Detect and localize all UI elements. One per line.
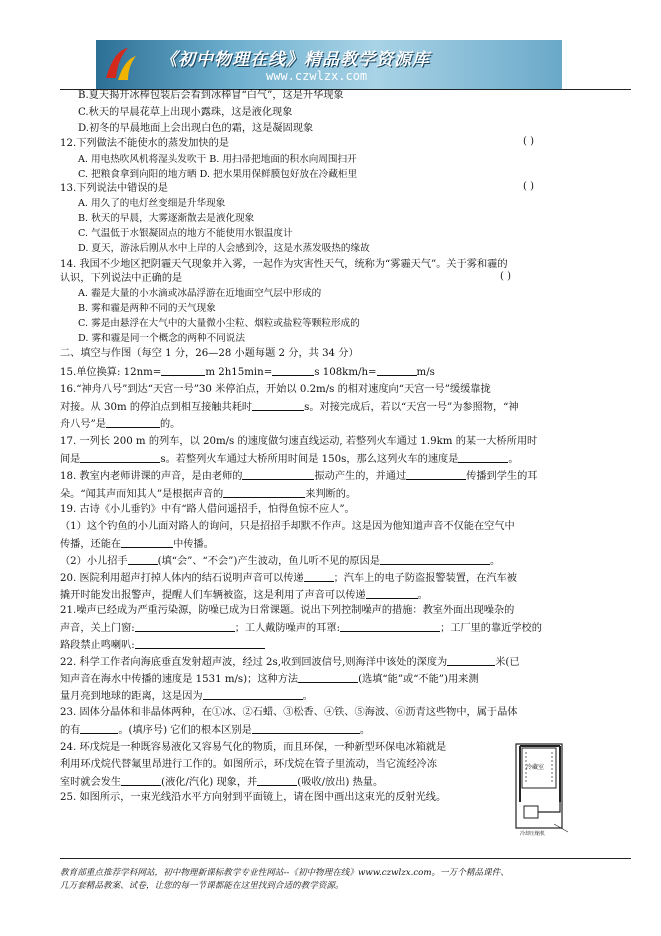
banner-url[interactable]: www.czwlzx.com	[266, 69, 368, 83]
q21-part-a: 声音，关上门窗:	[60, 623, 135, 634]
section-two-heading: 二、填空与作图（每空 1 分，26—28 小题每题 2 分，共 34 分）	[60, 348, 359, 359]
q20-part-c: 撬开时能发出报警声，提醒人们车辆被盗，这是利用了声音可以传递	[60, 590, 366, 601]
q16-blank-2[interactable]	[106, 417, 160, 428]
refrigerator-diagram	[512, 742, 572, 840]
footer-line2: 几万套精品教案、试卷，让您的每一节课都能在这里找到合适的教学资源。	[60, 881, 344, 891]
q18-part-a: 18. 教室内老师讲课的声音，是由老师的	[60, 471, 243, 482]
q24-part-c: (吸收/放出) 热量。	[297, 777, 384, 788]
q13-option-c: C. 气温低于水银凝固点的地方不能使用水银温度计	[78, 228, 293, 239]
q19-part-c: （2）小儿招手	[60, 556, 128, 567]
q11-option-d: D.初冬的早晨地面上会出现白色的霜，这是凝固现象	[78, 123, 314, 134]
q12-stem: 12.下列做法不能使水的蒸发加快的是	[60, 138, 230, 149]
q21-blank-2[interactable]	[340, 621, 440, 632]
q24-part-a: 室时就会发生	[60, 777, 122, 788]
q17-line1: 17. 一列长 200 m 的列车，以 20m/s 的速度做匀速直线运动, 若整列火车通过 1.9km 的某一大桥所用时	[60, 436, 538, 447]
q18-line2	[60, 487, 356, 501]
q18-blank-1[interactable]	[242, 469, 314, 480]
q17-part-a: 间是	[60, 454, 81, 465]
q19-stem: 19. 古诗《小儿垂钓》中有“路人借问遥招手，怕得鱼惊不应人”。	[60, 504, 355, 515]
q23-blank-2[interactable]	[252, 723, 360, 734]
q25-line1: 25. 如图所示，一束光线沿水平方向射到平面镜上，请在图中画出这束光的反射光线。	[60, 792, 447, 803]
q24-line1: 24. 环戊烷是一种既容易液化又容易气化的物质，而且环保，一种新型环保电冰箱就是	[60, 742, 447, 753]
q20-blank-1[interactable]	[304, 571, 334, 582]
q23-line1: 23. 固体分晶体和非晶体两种，在①冰、②石蜡、③松香、④铁、⑤海波、⑥沥青这些物中，属于晶体	[60, 707, 518, 718]
q22-line1	[60, 655, 520, 669]
q16-line3	[60, 417, 180, 431]
site-logo-icon	[102, 44, 138, 84]
q15-blank-1[interactable]	[161, 365, 205, 376]
q16-part-b: s。对接完成后，若以“天宫一号”为参照物，“神	[304, 402, 519, 413]
q24-blank-1[interactable]	[121, 775, 161, 786]
q19-part-b: 中传播。	[173, 539, 214, 550]
q15-part-d: m/s	[416, 367, 435, 378]
q16-part-c: 舟八号”是	[60, 419, 106, 430]
q19-sub1-line2	[60, 537, 214, 551]
q16-line2	[60, 400, 519, 414]
q19-part-a: 传播，还能在	[60, 539, 122, 550]
q15-blank-3[interactable]	[377, 365, 417, 376]
q17-part-b: s。若整列火车通过大桥所用时间是 150s，那么这列火车的速度是	[160, 454, 459, 465]
q18-part-b: 振动产生的，并通过	[314, 471, 407, 482]
q22-part-d: (选填“能”或“不能”)用来测	[358, 674, 479, 685]
q14-option-a: A. 霾是大量的小水滴或冰晶浮游在近地面空气层中形成的	[78, 288, 322, 299]
q24-part-b: (液化/汽化) 现象，并	[161, 777, 258, 788]
refrigerator-diagram-icon	[512, 742, 572, 840]
q13-answer-paren: ( )	[523, 181, 534, 192]
q15-part-b: m 2h15min=	[205, 367, 273, 378]
q12-answer-paren: ( )	[523, 136, 534, 147]
q11-option-b: B.夏天揭开冰棒包装后会看到冰棒冒“白气”，这是升华现象	[78, 90, 344, 101]
q20-line2	[60, 588, 428, 602]
figure-label-compressor: 冷却压缩机	[520, 831, 546, 837]
q18-part-c: 传播到学生的耳	[466, 471, 538, 482]
q21-blank-1[interactable]	[135, 621, 235, 632]
q21-part-d: 路段禁止鸣喇叭:	[60, 640, 135, 651]
q20-line1	[60, 571, 517, 585]
q21-part-b: ；工人戴防噪声的耳罩:	[234, 623, 341, 634]
q15-part-a: 15.单位换算: 12nm=	[60, 367, 162, 378]
q21-line1: 21.噪声已经成为严重污染源，防噪已成为日常课题。说出下列控制噪声的措施：教室外面出现噪杂的	[60, 605, 515, 616]
footer-rule	[60, 858, 631, 859]
q20-part-a: 20. 医院利用超声打掉人体内的结石说明声音可以传递	[60, 573, 304, 584]
q20-part-b: ；汽车上的电子防盗报警装置，在汽车被	[333, 573, 517, 584]
q18-line1	[60, 469, 537, 483]
q16-blank-1[interactable]	[252, 400, 304, 411]
q23-part-c: 。	[359, 725, 370, 736]
q22-part-b: 米(已	[495, 657, 520, 668]
q21-line2	[60, 621, 542, 635]
q17-part-c: 。	[508, 454, 519, 465]
q12-options-cd: C. 把粮食拿到向阳的地方晒 D. 把水果用保鲜膜包好放在冷藏柜里	[78, 169, 358, 180]
q22-line2	[60, 672, 479, 686]
footer-line1: 教育部重点推荐学科网站，初中物理新课标教学专业性网站--《初中物理在线》www.czwlzx.com。一万个精品课件、	[60, 868, 509, 878]
q21-part-c: ；工厂里的靠近学校的	[440, 623, 542, 634]
q19-blank-1[interactable]	[121, 537, 173, 548]
q18-blank-2[interactable]	[406, 469, 466, 480]
q24-blank-2[interactable]	[257, 775, 297, 786]
q22-part-f: 。	[302, 691, 313, 702]
q17-line2	[60, 452, 519, 466]
q20-part-d: 。	[417, 590, 428, 601]
q19-sub1-line1: （1）这个钓鱼的小儿面对路人的询问，只是招招手却默不作声。这是因为他知道声音不仅能在空气中	[60, 521, 515, 532]
q14-answer-paren: ( )	[500, 271, 511, 282]
q16-line1: 16.“神舟八号”到达“天宫一号”30 米停泊点，开始以 0.2m/s 的相对速度向“天宫一号”缓缓靠拢	[60, 384, 491, 395]
q22-blank-2[interactable]	[298, 672, 358, 683]
q16-part-a: 对接。从 30m 的停泊点到相互接触共耗时	[60, 402, 253, 413]
q19-blank-3[interactable]	[380, 554, 490, 565]
q23-blank-1[interactable]	[80, 723, 118, 734]
figure-label-compartment: 冷藏室	[526, 764, 545, 771]
q13-stem: 13.下列说法中错误的是	[60, 183, 168, 194]
q18-part-d: 朵。“闻其声而知其人”是根据声音的	[60, 489, 224, 500]
q14-stem-line2: 认识，下列说法中正确的是	[60, 273, 183, 284]
q22-part-c: 知声音在海水中传播的速度是 1531 m/s)；这种方法	[60, 674, 299, 685]
q12-options-ab: A. 用电热吹风机将湿头发吹干 B. 用扫帚把地面的积水向周围扫开	[78, 154, 357, 165]
q24-line3	[60, 775, 383, 789]
q11-option-c: C.秋天的早晨花草上出现小露珠，这是液化现象	[78, 107, 293, 118]
q19-sub2	[60, 554, 500, 568]
q17-blank-1[interactable]	[80, 452, 160, 463]
q23-part-b: 。(填序号) 它们的根本区别是	[118, 725, 252, 736]
q18-part-e: 来判断的。	[305, 489, 357, 500]
q22-part-a: 22. 科学工作者向海底垂直发射超声波，经过 2s,收到回波信号,则海洋中该处的深度为	[60, 657, 448, 668]
q23-line2	[60, 723, 370, 737]
q15-part-c: s 108km/h=	[314, 367, 377, 378]
q15-unit-conversion	[60, 365, 435, 379]
q20-blank-2[interactable]	[366, 588, 418, 599]
q19-part-e: 。	[489, 556, 501, 567]
q24-line2: 利用环戊烷代替氟里昂进行工作的。如图所示，环戊烷在管子里流动，当它流经冷冻	[60, 759, 437, 770]
q13-option-d: D. 夏天，游泳后刚从水中上岸的人会感到冷，这是水蒸发吸热的缘故	[78, 243, 370, 254]
q16-part-d: 的。	[159, 419, 181, 430]
q22-part-e: 量月亮到地球的距离，这是因为	[60, 691, 203, 702]
header-banner	[96, 40, 562, 89]
q22-line3	[60, 689, 313, 703]
q22-blank-1[interactable]	[447, 655, 495, 666]
q14-option-b: B. 雾和霾是两种不同的天气现象	[78, 303, 216, 314]
q13-option-b: B. 秋天的早晨，大雾逐渐散去是液化现象	[78, 213, 255, 224]
q14-stem-line1: 14. 我国不少地区把阴霾天气现象并入雾，一起作为灾害性天气，统称为“雾霾天气”。关于雾和霾的	[60, 259, 508, 270]
q22-blank-3[interactable]	[203, 689, 303, 700]
q14-option-d: D. 雾和霾是同一个概念的两种不同说法	[78, 333, 245, 344]
q23-part-a: 的有	[60, 725, 81, 736]
q21-line3	[60, 638, 265, 652]
q19-part-d: (填“会”、“不会”)产生波动，鱼儿听不见的原因是	[157, 556, 380, 567]
q15-blank-2[interactable]	[272, 365, 314, 376]
q18-blank-3[interactable]	[223, 487, 305, 498]
q19-blank-2[interactable]	[128, 554, 158, 565]
q17-blank-2[interactable]	[458, 452, 508, 463]
banner-title: 《初中物理在线》精品教学资源库	[160, 50, 430, 70]
q14-option-c: C. 雾是由悬浮在大气中的大量微小尘粒、烟粒或盐粒等颗粒形成的	[78, 318, 360, 329]
q21-blank-3[interactable]	[135, 638, 265, 649]
q13-option-a: A. 用久了的电灯丝变细是升华现象	[78, 198, 226, 209]
